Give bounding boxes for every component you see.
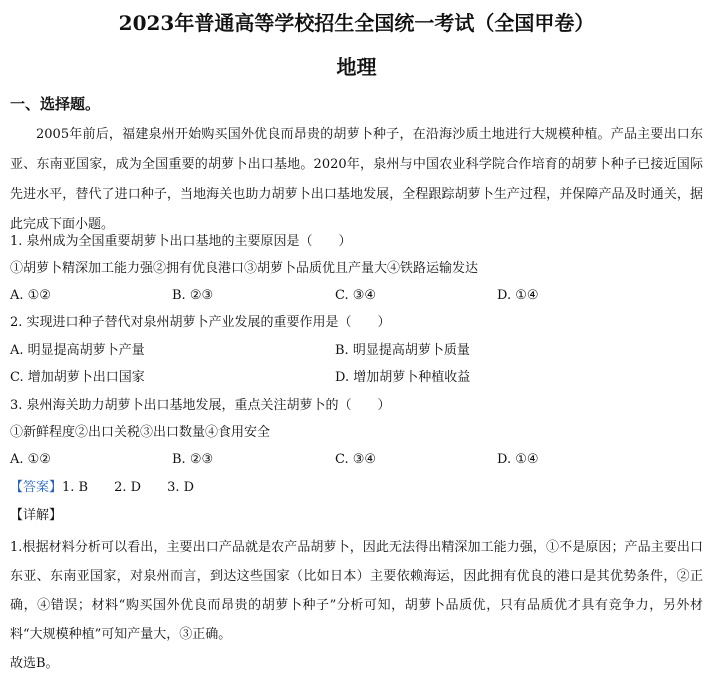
subject-title: 地理 [336,55,377,79]
answer-line [10,477,194,499]
question-1-stem: 1. 泉州成为全国重要胡萝卜出口基地的主要原因是（ ） [10,234,352,249]
detail-body: 1.根据材料分析可以看出，主要出口产品就是农产品胡萝卜，因此无法得出精深加工能力强，①不是原因；产品主要出口东亚、东南亚国家，对泉州而言，到达这些国家（比如日本）主要依赖海运，因此拥有优良的港口是其优势条件，②正确，④错误；材料“购买国外优良而昂贵的胡萝卜种子”分析可知，胡萝卜品质优，只有品质优才具有竞争力，另外材料“大规模种植”可知产量大，③正确。 [10,540,703,642]
question-2-option-c: C. 增加胡萝卜出口国家 [10,370,145,385]
answer-label: 【答案】 [10,480,63,495]
question-3-stem: 3. 泉州海关助力胡萝卜出口基地发展，重点关注胡萝卜的（ ） [10,398,391,413]
question-3-option-c: C. ③④ [335,452,377,467]
answer-text: 1. B 2. D 3. D [62,480,195,495]
question-2-stem: 2. 实现进口种子替代对泉州胡萝卜产业发展的重要作用是（ ） [10,315,391,330]
question-3-option-b: B. ②③ [172,452,214,467]
detail-explanation [10,533,703,678]
question-1-items: ①胡萝卜精深加工能力强②拥有优良港口③胡萝卜品质优且产量大④铁路运输发达 [10,261,479,276]
question-1-option-c: C. ③④ [335,288,377,303]
question-3-items: ①新鲜程度②出口关税③出口数量④食用安全 [10,425,271,440]
question-2-option-a: A. 明显提高胡萝卜产量 [10,343,145,358]
section-heading: 一、选择题。 [10,95,101,113]
question-1-option-d: D. ①④ [497,288,539,303]
question-2-option-d: D. 增加胡萝卜种植收益 [335,370,471,385]
question-3-option-d: D. ①④ [497,452,539,467]
exam-title: 2023年普通高等学校招生全国统一考试（全国甲卷） [118,11,595,35]
detail-label: 【详解】 [10,508,63,523]
detail-conclusion: 故选B。 [10,656,59,671]
question-1-option-a: A. ①② [10,288,51,303]
question-3-option-a: A. ①② [10,452,51,467]
question-1-option-b: B. ②③ [172,288,214,303]
reading-passage: 2005年前后，福建泉州开始购买国外优良而昂贵的胡萝卜种子，在沿海沙质土地进行大规模种植。产品主要出口东亚、东南亚国家，成为全国重要的胡萝卜出口基地。2020年，泉州与中国农业科学院合作培育的胡萝卜种子已接近国际先进水平，替代了进口种子，当地海关也助力胡萝卜出口基地发展，全程跟踪胡萝卜生产过程，并保障产品及时通关，据此完成下面小题。 [10,127,703,232]
question-2-option-b: B. 明显提高胡萝卜质量 [335,343,470,358]
